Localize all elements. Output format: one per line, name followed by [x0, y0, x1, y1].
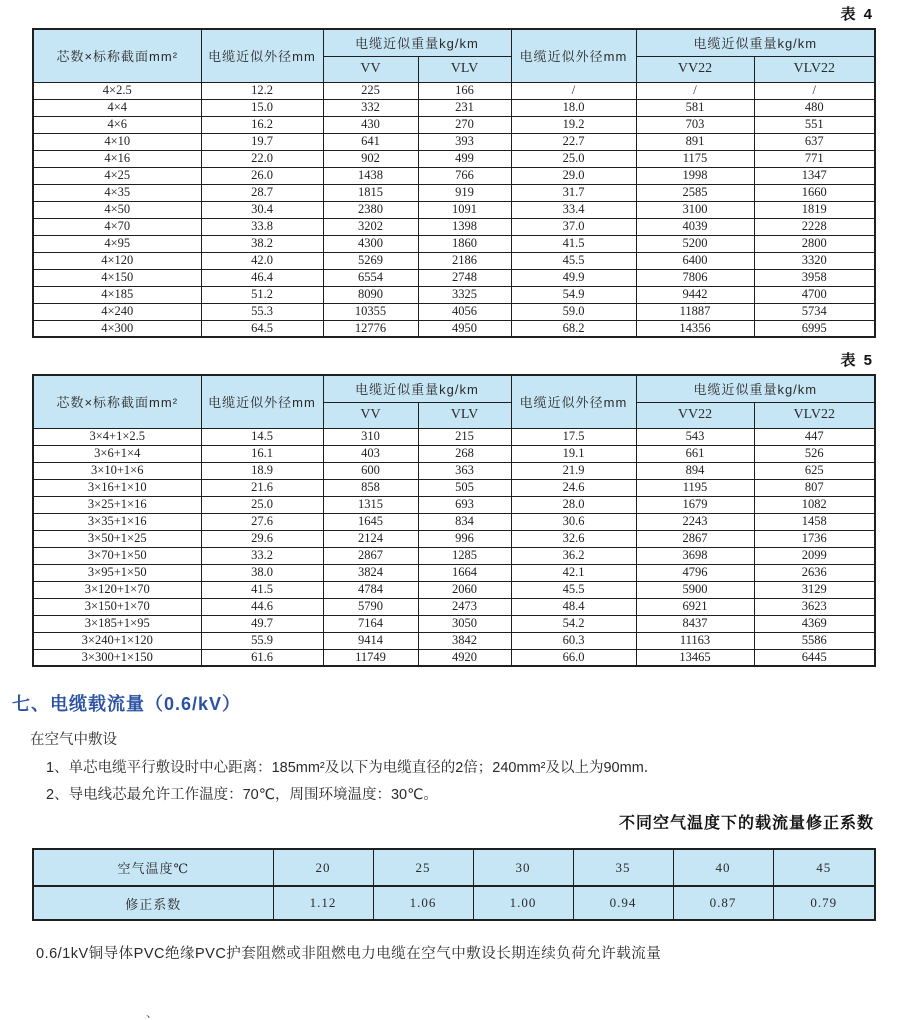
table-cell: 3×25+1×16 [33, 496, 201, 513]
table-cell: 54.9 [511, 286, 636, 303]
table-cell: 430 [323, 116, 418, 133]
table-cell: 19.7 [201, 133, 323, 150]
table-cell: 12.2 [201, 82, 323, 99]
table-cell: 32.6 [511, 530, 636, 547]
table-cell: 661 [636, 445, 754, 462]
table-cell: 6995 [754, 320, 875, 337]
table-row [33, 286, 875, 303]
table-cell: 771 [754, 150, 875, 167]
table-cell: 526 [754, 445, 875, 462]
table-cell: 19.1 [511, 445, 636, 462]
table-row [33, 320, 875, 337]
table-cell: 5269 [323, 252, 418, 269]
table-row [33, 269, 875, 286]
table-cell: 55.9 [201, 632, 323, 649]
table-cell: 28.0 [511, 496, 636, 513]
table-cell: 33.2 [201, 547, 323, 564]
table-cell: / [511, 82, 636, 99]
table-cell: 447 [754, 428, 875, 445]
table-cell: 1819 [754, 201, 875, 218]
table-cell: 49.7 [201, 615, 323, 632]
table-row [33, 632, 875, 649]
table-cell: 1195 [636, 479, 754, 496]
table-row [33, 445, 875, 462]
table5-body [33, 428, 875, 666]
table-cell: 36.2 [511, 547, 636, 564]
table-cell: 1438 [323, 167, 418, 184]
table-cell: 48.4 [511, 598, 636, 615]
table-cell: 3050 [418, 615, 511, 632]
table-cell: 17.5 [511, 428, 636, 445]
table-cell: 3698 [636, 547, 754, 564]
note-item-2: 2、导电线芯最允许工作温度：70℃，周围环境温度：30℃。 [46, 787, 438, 803]
table-cell: 2800 [754, 235, 875, 252]
table-cell: 3×150+1×70 [33, 598, 201, 615]
table-cell: 225 [323, 82, 418, 99]
table-cell: 42.1 [511, 564, 636, 581]
table-cell: 703 [636, 116, 754, 133]
table-cell: 4×10 [33, 133, 201, 150]
table-cell: 1998 [636, 167, 754, 184]
table-cell: 6554 [323, 269, 418, 286]
table4-header [33, 29, 875, 82]
col-header-outer-diameter: 电缆近似外径mm [201, 29, 323, 82]
table-cell: 14.5 [201, 428, 323, 445]
table-cell: 4039 [636, 218, 754, 235]
table-row [33, 184, 875, 201]
table-cell: 25 [373, 849, 473, 886]
table-cell: 2243 [636, 513, 754, 530]
table-row [33, 235, 875, 252]
col-header-weight-2: 电缆近似重量kg/km [636, 375, 875, 402]
table-cell: 30 [473, 849, 573, 886]
footer-description: 0.6/1kV铜导体PVC绝缘PVC护套阻燃或非阻燃电力电缆在空气中敷设长期连续负荷允许载流量 [36, 946, 662, 962]
table-cell: 332 [323, 99, 418, 116]
table-cell: 15.0 [201, 99, 323, 116]
table-cell: 修正系数 [33, 886, 273, 920]
table-row [33, 598, 875, 615]
table-cell: 2636 [754, 564, 875, 581]
table-cell: 4×95 [33, 235, 201, 252]
table-cell: 3×240+1×120 [33, 632, 201, 649]
table-cell: 0.94 [573, 886, 673, 920]
table-cell: 807 [754, 479, 875, 496]
table-cell: 4796 [636, 564, 754, 581]
col-header-vlv22: VLV22 [754, 402, 875, 428]
table-cell: 1082 [754, 496, 875, 513]
table-cell: 6921 [636, 598, 754, 615]
note-item-1: 1、单芯电缆平行敷设时中心距离：185mm²及以下为电缆直径的2倍；240mm²及以上为90mm． [46, 760, 659, 776]
table-cell: 27.6 [201, 513, 323, 530]
table-cell: 891 [636, 133, 754, 150]
table-cell: 3623 [754, 598, 875, 615]
table-cell: 1398 [418, 218, 511, 235]
table-row [33, 116, 875, 133]
table-cell: 4369 [754, 615, 875, 632]
table-cell: 19.2 [511, 116, 636, 133]
col-header-vlv22: VLV22 [754, 56, 875, 82]
table-cell: 1091 [418, 201, 511, 218]
table-cell: 38.0 [201, 564, 323, 581]
table-cell: 12776 [323, 320, 418, 337]
table-cell: 49.9 [511, 269, 636, 286]
col-header-outer-diameter-2: 电缆近似外径mm [511, 29, 636, 82]
table-cell: 51.2 [201, 286, 323, 303]
table-cell: 3×6+1×4 [33, 445, 201, 462]
table-cell: 37.0 [511, 218, 636, 235]
table-cell: 3×35+1×16 [33, 513, 201, 530]
table-cell: 543 [636, 428, 754, 445]
correction-table-caption: 不同空气温度下的载流量修正系数 [618, 815, 874, 832]
table-row [33, 150, 875, 167]
table-cell: 996 [418, 530, 511, 547]
col-header-weight: 电缆近似重量kg/km [323, 375, 511, 402]
table4-label: 表 4 [840, 6, 874, 23]
col-header-outer-diameter-2: 电缆近似外径mm [511, 375, 636, 428]
table-cell: 2867 [636, 530, 754, 547]
table-cell: 215 [418, 428, 511, 445]
table-cell: 1285 [418, 547, 511, 564]
table-cell: 231 [418, 99, 511, 116]
table-cell: 40 [673, 849, 773, 886]
table-cell: 7806 [636, 269, 754, 286]
table-cell: 1860 [418, 235, 511, 252]
table-cell: 20 [273, 849, 373, 886]
table-row [33, 167, 875, 184]
table-cell: 45.5 [511, 581, 636, 598]
table-cell: 41.5 [201, 581, 323, 598]
table-cell: 5200 [636, 235, 754, 252]
col-header-outer-diameter: 电缆近似外径mm [201, 375, 323, 428]
table-cell: 25.0 [201, 496, 323, 513]
table-cell: 3100 [636, 201, 754, 218]
table-cell: 4×70 [33, 218, 201, 235]
table-row [33, 252, 875, 269]
table-row [33, 581, 875, 598]
table-cell: 68.2 [511, 320, 636, 337]
table-cell: 4700 [754, 286, 875, 303]
table-cell: 3129 [754, 581, 875, 598]
table-cell: 3×70+1×50 [33, 547, 201, 564]
table-row [33, 201, 875, 218]
table-row [33, 530, 875, 547]
table-cell: 35 [573, 849, 673, 886]
table-row [33, 615, 875, 632]
table-cell: 14356 [636, 320, 754, 337]
table-cell: 480 [754, 99, 875, 116]
table-cell: 625 [754, 462, 875, 479]
table-cell: 2585 [636, 184, 754, 201]
table-cell: 16.1 [201, 445, 323, 462]
table-cell: 4×50 [33, 201, 201, 218]
table-cell: 2748 [418, 269, 511, 286]
table-cell: 38.2 [201, 235, 323, 252]
col-header-vv: VV [323, 402, 418, 428]
table-cell: 4×2.5 [33, 82, 201, 99]
table-cell: 4920 [418, 649, 511, 666]
table-cell: 30.4 [201, 201, 323, 218]
table-row [33, 428, 875, 445]
table-cell: 3×120+1×70 [33, 581, 201, 598]
col-header-vlv: VLV [418, 56, 511, 82]
table-cell: 45.5 [511, 252, 636, 269]
table-cell: / [636, 82, 754, 99]
table-cell: 25.0 [511, 150, 636, 167]
table-cell: 33.8 [201, 218, 323, 235]
table-row [33, 547, 875, 564]
table-cell: 33.4 [511, 201, 636, 218]
table5-label: 表 5 [840, 352, 874, 369]
table-cell: 1660 [754, 184, 875, 201]
table-cell: 834 [418, 513, 511, 530]
table-row [33, 479, 875, 496]
table-cell: 1664 [418, 564, 511, 581]
section-title-ampacity: 七、电缆载流量（0.6/kV） [12, 694, 242, 714]
table-cell: 6445 [754, 649, 875, 666]
table-cell: 22.0 [201, 150, 323, 167]
table-cell: 3×10+1×6 [33, 462, 201, 479]
temperature-correction-table [32, 848, 876, 921]
table-cell: 空气温度℃ [33, 849, 273, 886]
table-cell: 1.06 [373, 886, 473, 920]
table-cell: 22.7 [511, 133, 636, 150]
table-row [33, 649, 875, 666]
table-cell: 1679 [636, 496, 754, 513]
table-row [33, 849, 875, 886]
table-cell: 3958 [754, 269, 875, 286]
col-header-core-section: 芯数×标称截面mm² [33, 29, 201, 82]
table-cell: 45 [773, 849, 875, 886]
table-cell: 858 [323, 479, 418, 496]
table-row [33, 462, 875, 479]
table4-body [33, 82, 875, 337]
table-cell: 4×6 [33, 116, 201, 133]
table-cell: 3×300+1×150 [33, 649, 201, 666]
table-cell: 1645 [323, 513, 418, 530]
table-cell: 18.9 [201, 462, 323, 479]
table-cell: 4950 [418, 320, 511, 337]
table-cell: 41.5 [511, 235, 636, 252]
table-cell: 4×300 [33, 320, 201, 337]
col-header-weight-2: 电缆近似重量kg/km [636, 29, 875, 56]
col-header-vlv: VLV [418, 402, 511, 428]
table-cell: 64.5 [201, 320, 323, 337]
table-cell: 3320 [754, 252, 875, 269]
table-cell: 1.00 [473, 886, 573, 920]
table-cell: 4×120 [33, 252, 201, 269]
table-cell: 21.9 [511, 462, 636, 479]
table-cell: 2867 [323, 547, 418, 564]
table-cell: 4×150 [33, 269, 201, 286]
table-cell: 31.7 [511, 184, 636, 201]
table-cell: 310 [323, 428, 418, 445]
table-cell: 3×185+1×95 [33, 615, 201, 632]
table-cell: 18.0 [511, 99, 636, 116]
table-cell: 2473 [418, 598, 511, 615]
table-cell: 4300 [323, 235, 418, 252]
table-row [33, 513, 875, 530]
table-cell: 403 [323, 445, 418, 462]
table-cell: 393 [418, 133, 511, 150]
col-header-vv22: VV22 [636, 56, 754, 82]
table-cell: 9414 [323, 632, 418, 649]
table-cell: 600 [323, 462, 418, 479]
table-cell: 766 [418, 167, 511, 184]
table-cell: 902 [323, 150, 418, 167]
table-cell: 59.0 [511, 303, 636, 320]
table-cell: 4×4 [33, 99, 201, 116]
table-cell: 693 [418, 496, 511, 513]
table-row [33, 218, 875, 235]
table-cell: 894 [636, 462, 754, 479]
table-cell: 2060 [418, 581, 511, 598]
table-cell: 54.2 [511, 615, 636, 632]
table-cell: 4×16 [33, 150, 201, 167]
table-cell: 3325 [418, 286, 511, 303]
table-cell: 2124 [323, 530, 418, 547]
table-cell: 268 [418, 445, 511, 462]
table-cell: 1458 [754, 513, 875, 530]
table-cell: 641 [323, 133, 418, 150]
table-cell: 8090 [323, 286, 418, 303]
table-cell: 0.87 [673, 886, 773, 920]
table-cell: 10355 [323, 303, 418, 320]
table4-cable-spec-table [32, 28, 876, 338]
table-cell: 11163 [636, 632, 754, 649]
table-cell: 3×50+1×25 [33, 530, 201, 547]
table-cell: 270 [418, 116, 511, 133]
table-cell: 2228 [754, 218, 875, 235]
table-cell: 1175 [636, 150, 754, 167]
table-cell: 7164 [323, 615, 418, 632]
table-cell: 6400 [636, 252, 754, 269]
table5-cable-spec-table [32, 374, 876, 667]
table-row [33, 82, 875, 99]
table-row [33, 99, 875, 116]
table-cell: 551 [754, 116, 875, 133]
table5-header [33, 375, 875, 428]
table-cell: 1736 [754, 530, 875, 547]
table-cell: 2380 [323, 201, 418, 218]
table-cell: 3842 [418, 632, 511, 649]
col-header-vv22: VV22 [636, 402, 754, 428]
table-cell: 3×95+1×50 [33, 564, 201, 581]
table-cell: 166 [418, 82, 511, 99]
table-cell: 4×185 [33, 286, 201, 303]
clipped-next-line-fragment: 、 [146, 1006, 159, 1020]
table-cell: 66.0 [511, 649, 636, 666]
table-cell: 16.2 [201, 116, 323, 133]
table-cell: 1.12 [273, 886, 373, 920]
table-cell: 11749 [323, 649, 418, 666]
table-cell: 5586 [754, 632, 875, 649]
table-cell: 4056 [418, 303, 511, 320]
table-row [33, 496, 875, 513]
table-row [33, 303, 875, 320]
table-cell: 637 [754, 133, 875, 150]
table-row [33, 564, 875, 581]
table-cell: 1347 [754, 167, 875, 184]
table-cell: 9442 [636, 286, 754, 303]
table-cell: 2099 [754, 547, 875, 564]
laid-in-air-label: 在空气中敷设 [30, 732, 117, 748]
col-header-vv: VV [323, 56, 418, 82]
table-cell: 499 [418, 150, 511, 167]
table-cell: 30.6 [511, 513, 636, 530]
table-cell: 5790 [323, 598, 418, 615]
table-cell: 29.6 [201, 530, 323, 547]
table-cell: 4784 [323, 581, 418, 598]
table-row [33, 133, 875, 150]
table-cell: 581 [636, 99, 754, 116]
table-cell: 29.0 [511, 167, 636, 184]
table-row [33, 886, 875, 920]
table-cell: 4×240 [33, 303, 201, 320]
table-cell: 24.6 [511, 479, 636, 496]
table-cell: 4×35 [33, 184, 201, 201]
table-cell: / [754, 82, 875, 99]
table-cell: 42.0 [201, 252, 323, 269]
table-cell: 55.3 [201, 303, 323, 320]
table-cell: 505 [418, 479, 511, 496]
table-cell: 5734 [754, 303, 875, 320]
table-cell: 3824 [323, 564, 418, 581]
table-cell: 46.4 [201, 269, 323, 286]
table-cell: 44.6 [201, 598, 323, 615]
table-cell: 11887 [636, 303, 754, 320]
correction-table-body [33, 849, 875, 920]
table-cell: 5900 [636, 581, 754, 598]
table-cell: 1815 [323, 184, 418, 201]
table-cell: 919 [418, 184, 511, 201]
table-cell: 13465 [636, 649, 754, 666]
table-cell: 26.0 [201, 167, 323, 184]
col-header-core-section: 芯数×标称截面mm² [33, 375, 201, 428]
col-header-weight: 电缆近似重量kg/km [323, 29, 511, 56]
table-cell: 3202 [323, 218, 418, 235]
table-cell: 1315 [323, 496, 418, 513]
table-cell: 363 [418, 462, 511, 479]
table-cell: 61.6 [201, 649, 323, 666]
table-cell: 21.6 [201, 479, 323, 496]
table-cell: 28.7 [201, 184, 323, 201]
table-cell: 4×25 [33, 167, 201, 184]
table-cell: 60.3 [511, 632, 636, 649]
table-cell: 0.79 [773, 886, 875, 920]
table-cell: 3×4+1×2.5 [33, 428, 201, 445]
table-cell: 3×16+1×10 [33, 479, 201, 496]
table-cell: 2186 [418, 252, 511, 269]
table-cell: 8437 [636, 615, 754, 632]
